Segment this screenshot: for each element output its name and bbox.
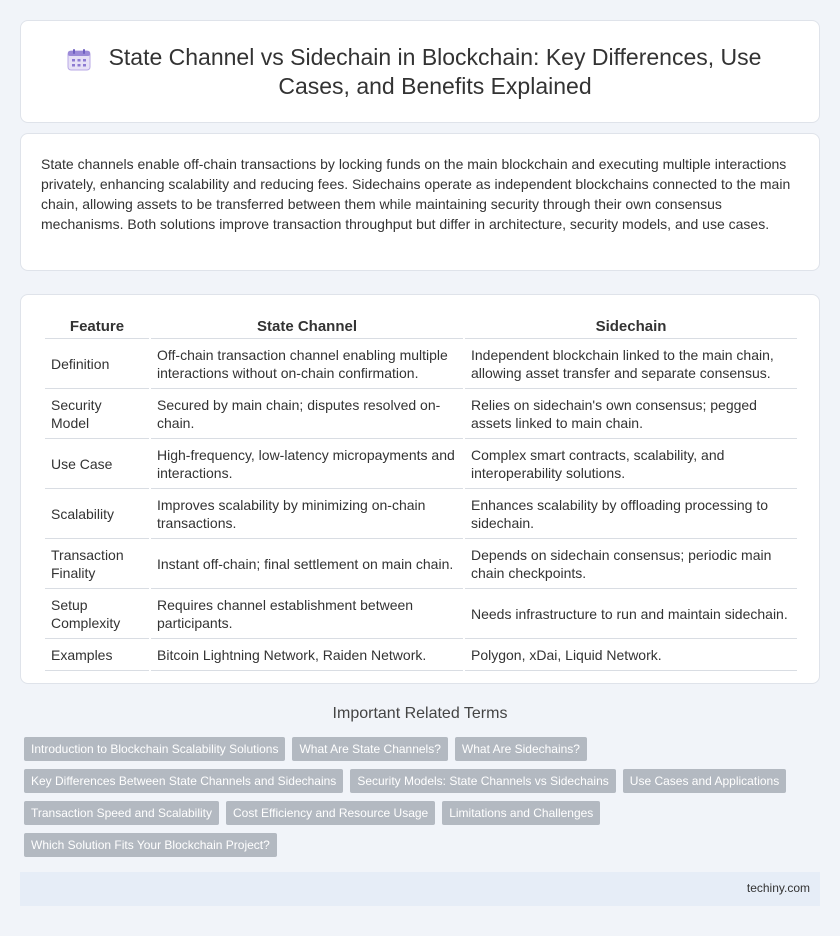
related-term-link[interactable]: Limitations and Challenges bbox=[442, 801, 600, 825]
tag-row bbox=[24, 801, 804, 825]
feature-cell: Use Case bbox=[45, 439, 149, 489]
title-card bbox=[20, 20, 820, 123]
table-row bbox=[45, 339, 797, 389]
sidechain-cell: Depends on sidechain consensus; periodic main chain checkpoints. bbox=[465, 539, 797, 589]
intro-paragraph: State channels enable off-chain transactions by locking funds on the main blockchain and executing multiple interactions privately, enhancing scalability and reducing fees. Sidechains operate as independent blockchains connected to the main chain, allowing assets to be transferred between them while maintaining security through their own consensus mechanisms. Both solutions improve transaction throughput but differ in architecture, security models, and use cases. bbox=[41, 156, 791, 232]
table-row bbox=[45, 539, 797, 589]
state-channel-cell: Instant off-chain; final settlement on main chain. bbox=[151, 539, 463, 589]
related-term-link[interactable]: Cost Efficiency and Resource Usage bbox=[226, 801, 435, 825]
header-feature: Feature bbox=[45, 315, 149, 339]
state-channel-cell: Bitcoin Lightning Network, Raiden Network. bbox=[151, 639, 463, 671]
sidechain-cell: Enhances scalability by offloading processing to sidechain. bbox=[465, 489, 797, 539]
related-term-link[interactable]: Use Cases and Applications bbox=[623, 769, 786, 793]
feature-cell: Transaction Finality bbox=[45, 539, 149, 589]
state-channel-cell: High-frequency, low-latency micropayments and interactions. bbox=[151, 439, 463, 489]
state-channel-cell: Off-chain transaction channel enabling multiple interactions without on-chain confirmation. bbox=[151, 339, 463, 389]
feature-cell: Setup Complexity bbox=[45, 589, 149, 639]
table-row bbox=[45, 639, 797, 671]
tag-row bbox=[24, 737, 804, 761]
comparison-table bbox=[43, 315, 799, 671]
feature-cell: Definition bbox=[45, 339, 149, 389]
related-term-link[interactable]: Which Solution Fits Your Blockchain Project? bbox=[24, 833, 277, 857]
sidechain-cell: Independent blockchain linked to the main chain, allowing asset transfer and separate consensus. bbox=[465, 339, 797, 389]
sidechain-cell: Complex smart contracts, scalability, and interoperability solutions. bbox=[465, 439, 797, 489]
sidechain-cell: Polygon, xDai, Liquid Network. bbox=[465, 639, 797, 671]
related-term-link[interactable]: Transaction Speed and Scalability bbox=[24, 801, 219, 825]
page-title: State Channel vs Sidechain in Blockchain: Key Differences, Use Cases, and Benefits Explained bbox=[108, 44, 762, 99]
state-channel-cell: Requires channel establishment between participants. bbox=[151, 589, 463, 639]
table-row bbox=[45, 589, 797, 639]
table-row bbox=[45, 389, 797, 439]
comparison-card bbox=[20, 294, 820, 684]
sidechain-cell: Relies on sidechain's own consensus; pegged assets linked to main chain. bbox=[465, 389, 797, 439]
tag-row bbox=[24, 833, 804, 857]
state-channel-cell: Secured by main chain; disputes resolved on-chain. bbox=[151, 389, 463, 439]
header-sidechain: Sidechain bbox=[465, 315, 797, 339]
table-row bbox=[45, 439, 797, 489]
sidechain-cell: Needs infrastructure to run and maintain sidechain. bbox=[465, 589, 797, 639]
state-channel-cell: Improves scalability by minimizing on-chain transactions. bbox=[151, 489, 463, 539]
intro-card bbox=[20, 133, 820, 271]
related-term-link[interactable]: What Are State Channels? bbox=[292, 737, 447, 761]
footer bbox=[20, 872, 820, 906]
related-term-link[interactable]: Key Differences Between State Channels and Sidechains bbox=[24, 769, 343, 793]
table-row bbox=[45, 489, 797, 539]
related-term-link[interactable]: Introduction to Blockchain Scalability Solutions bbox=[24, 737, 285, 761]
related-term-link[interactable]: What Are Sidechains? bbox=[455, 737, 587, 761]
related-terms-heading: Important Related Terms bbox=[332, 705, 508, 722]
feature-cell: Scalability bbox=[45, 489, 149, 539]
table-header-row bbox=[45, 315, 797, 339]
feature-cell: Security Model bbox=[45, 389, 149, 439]
related-terms-list bbox=[24, 737, 804, 865]
related-term-link[interactable]: Security Models: State Channels vs Sidechains bbox=[350, 769, 615, 793]
header-state-channel: State Channel bbox=[151, 315, 463, 339]
feature-cell: Examples bbox=[45, 639, 149, 671]
tag-row bbox=[24, 769, 804, 793]
footer-site-link[interactable]: techiny.com bbox=[746, 881, 810, 895]
